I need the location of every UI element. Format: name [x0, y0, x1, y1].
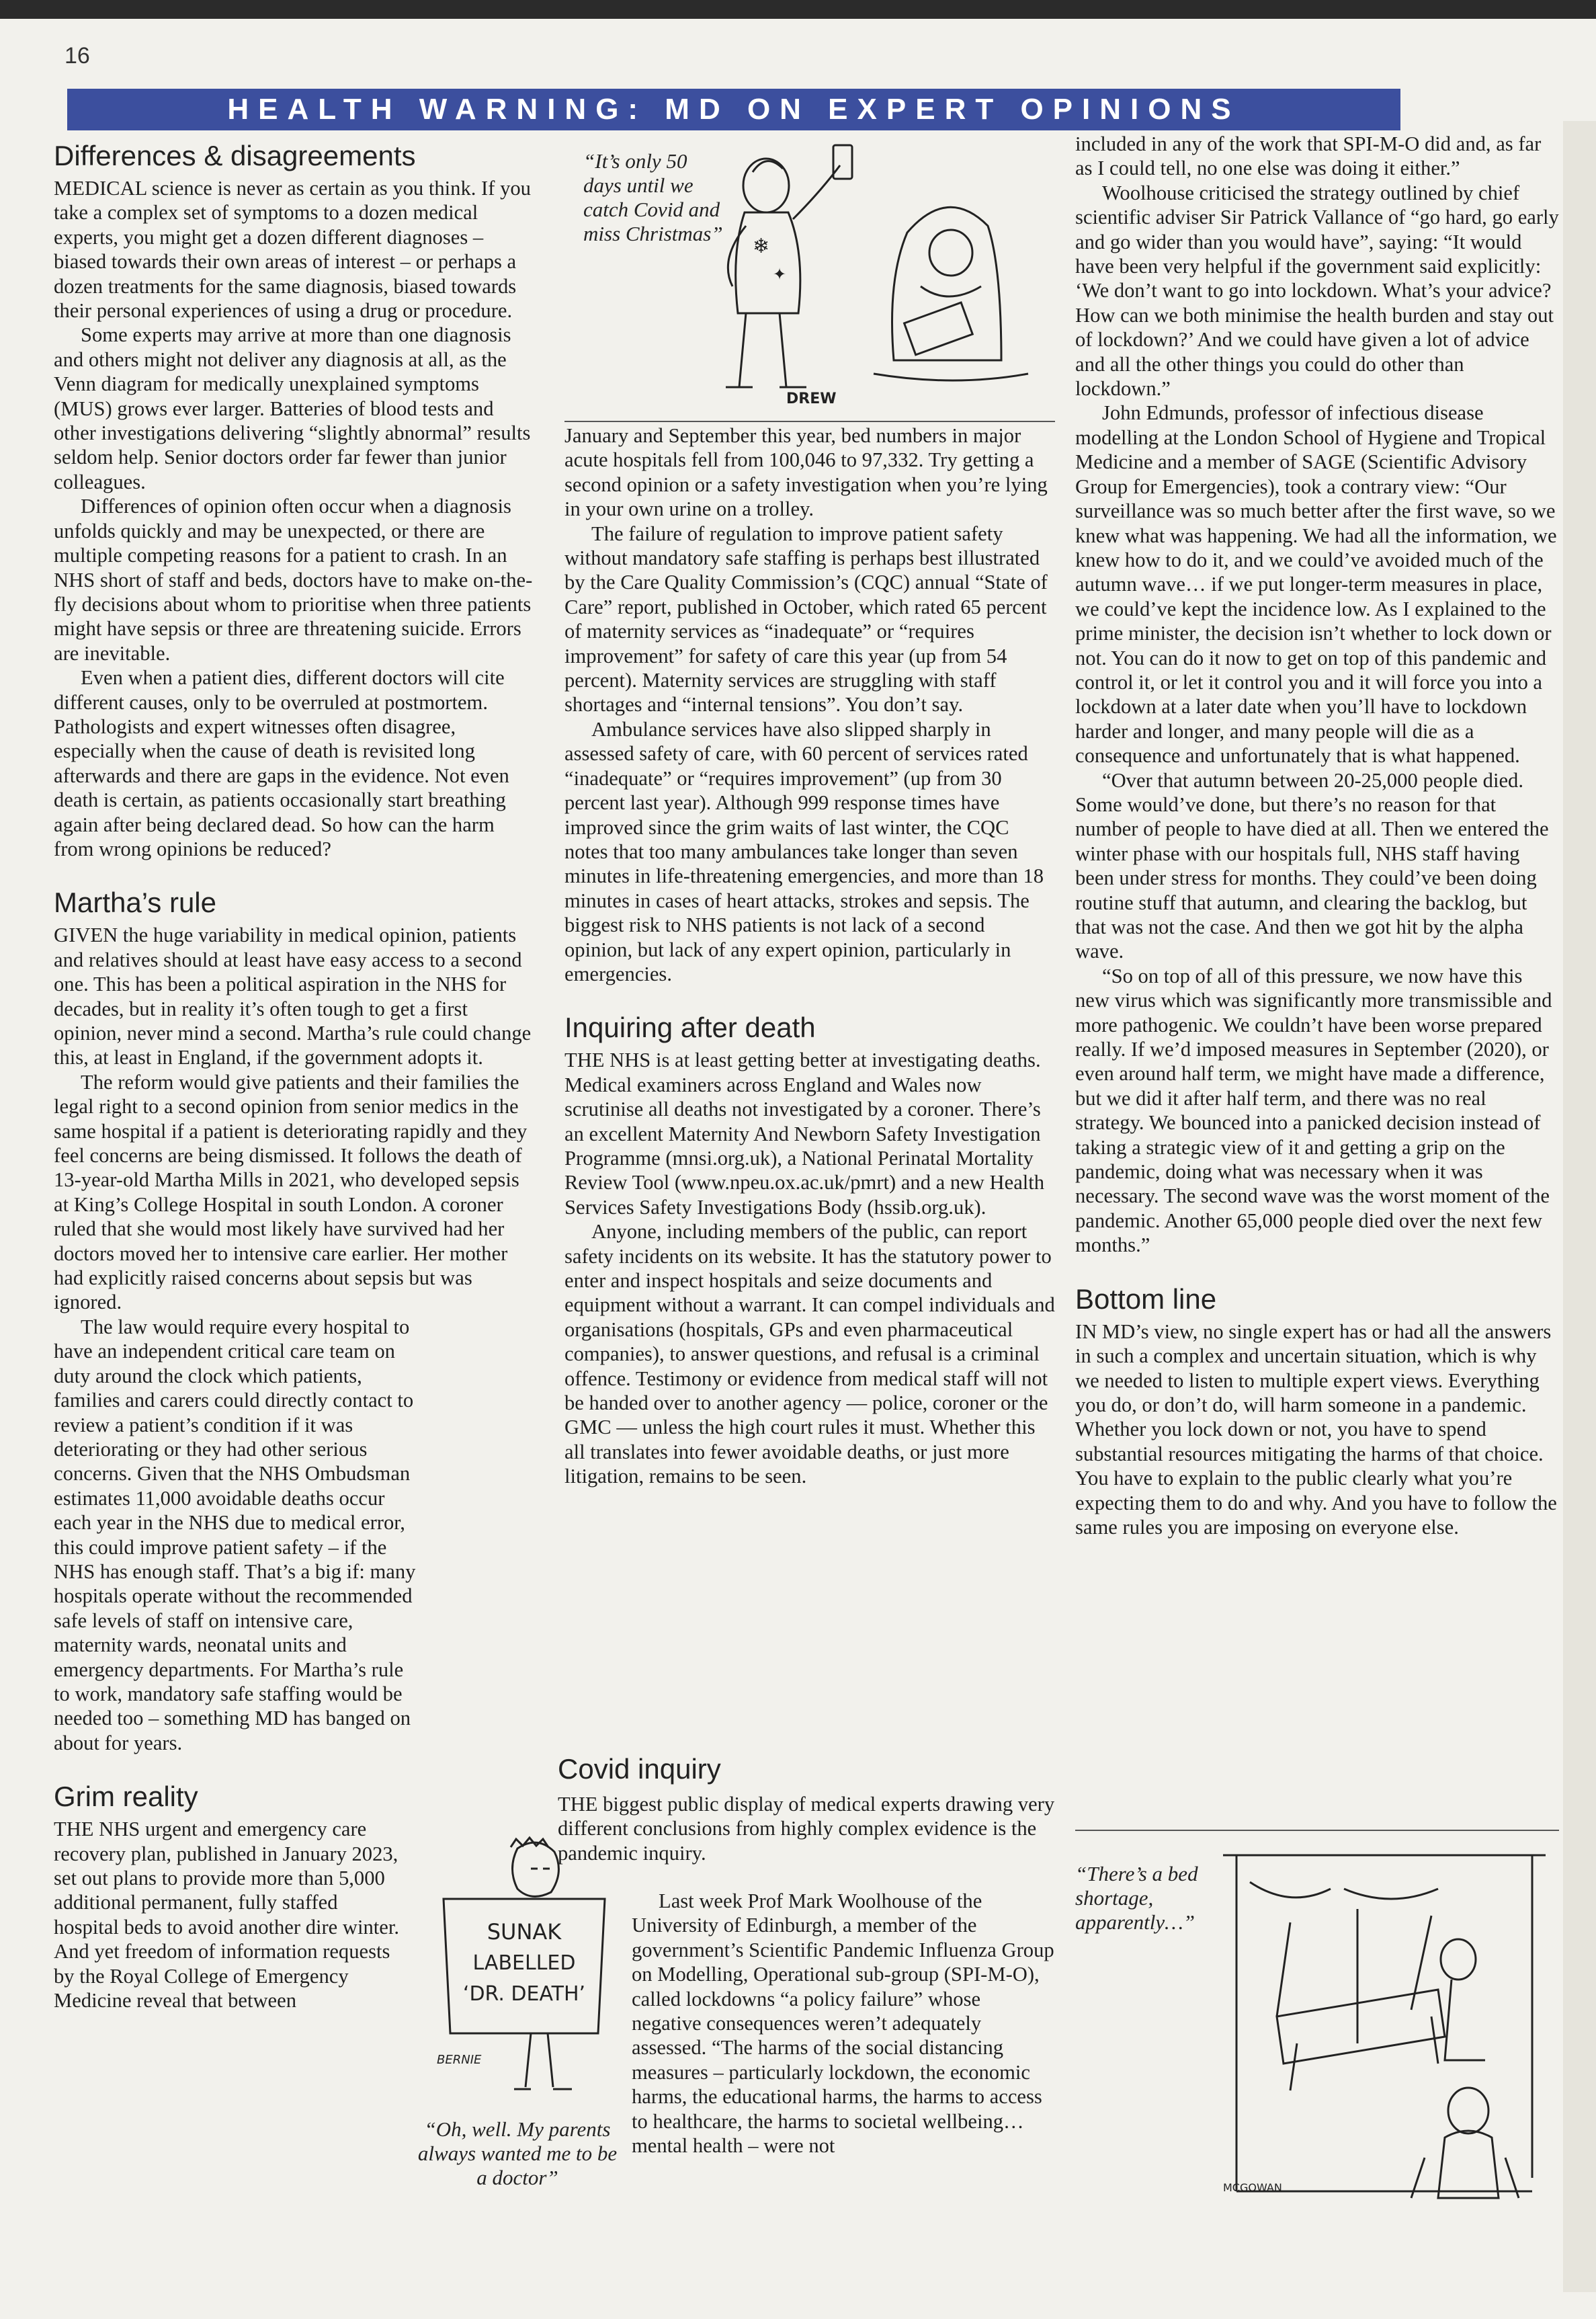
paragraph: “Over that autumn between 20-25,000 people died. Some would’ve done, but there’s no reason for that number of people to have died at all. Then we entered the winter phase with our hospitals full, NHS staff having been under stress for months. They could’ve been doing routine stuff that autumn, and clearing the backlog, but that was not the case. And then we got hit by the alpha wave.	[1075, 768, 1549, 963]
paragraph: Woolhouse criticised the strategy outlined by chief scientific adviser Sir Patrick Vallance of “go hard, go early and go wider than you would have”, saying: “It would have been very helpful if the government said explicitly: ‘We don’t want to go into lockdown. What’s your advice? How can we both minimise the health burden and stay out of lockdown?’ And we could have given a lot of advice and all the other things you could do other than lockdown.”	[1075, 181, 1559, 401]
paragraph: IN MD’s view, no single expert has or had all the answers in such a complex and uncertain situation, which is why we needed to listen to multiple expert views. Everything you do, or don’t do, will harm someone in a pandemic. Whether you lock down or not, you have to spend substantial resources mitigating the harms of that choice. You have to explain to the public clearly what you’re expecting them to do and why. And you have to follow the same rules you are imposing on everyone else.	[1075, 1319, 1557, 1539]
paragraph: included in any of the work that SPI-M-O did and, as far as I could tell, no one else was doing it either.”	[1075, 132, 1542, 180]
paragraph: GIVEN the huge variability in medical opinion, patients and relatives should at least have easy access to a second one. This has been a political aspiration in the NHS for decades, but in reality it’s often tough to get a first opinion, never mind a second. Martha’s rule could change this, at least in England, if the government adopts it.	[54, 924, 532, 1069]
section-banner	[67, 89, 1400, 130]
cartoon-divider	[564, 421, 1055, 422]
heading-marthas-rule: Martha’s rule	[54, 887, 216, 919]
paragraph: Anyone, including members of the public, can report safety incidents on its website. It has the statutory power to enter and inspect hospitals and seize documents and equipment without a warrant. It can compel individuals and organisations (hospitals, GPs and even pharmaceutical companies), to answer questions, and refusal is a criminal offence. Testimony or evidence from medical staff will not be handed over to another agency — police, coroner or the GMC — unless the high court rules it must. Whether this all translates into fewer avoidable deaths, or just more litigation, remains to be seen.	[564, 1220, 1055, 1488]
paragraph: Some experts may arrive at more than one diagnosis and others might not deliver any diagnosis at all, as the Venn diagram for medically unexplained symptoms (MUS) grows ever larger. Batteries of blood tests and other investigations delivering “slightly abnormal” results seldom help. Senior doctors order far fewer than junior colleagues.	[54, 323, 531, 493]
paragraph: Differences of opinion often occur when a diagnosis unfolds quickly and may be unexpected, or there are multiple competing reasons for a patient to crash. In an NHS short of staff and beds, doctors have to make on-the-fly decisions about whom to prioritise when three patients might have sepsis or three are threatening suicide. Errors are inevitable.	[54, 495, 533, 665]
column-3	[1075, 132, 1559, 1832]
cartoon-caption-bernie: “Oh, well. My parents always wanted me to be a doctor”	[417, 2117, 618, 2189]
cartoon-mcgowan	[1210, 1842, 1559, 2218]
paragraph: THE NHS urgent and emergency care recovery plan, published in January 2023, set out plans to provide more than 5,000 additional permanent, fully staffed hospital beds to avoid another dire winter. And yet freedom of information requests by the Royal College of Emergency Medicine reveal that between	[54, 1818, 400, 2012]
paragraph	[558, 1792, 1055, 1865]
paragraph: John Edmunds, professor of infectious disease modelling at the London School of Hygiene and Tropical Medicine and a member of SAGE (Scientific Advisory Group for Emergencies), took a contrary view: “Our surveillance was so much better after the first wave, so we knew what was happening. We had all the information, we knew how to do it, and we could’ve avoided much of the autumn wave… if we put longer-term measures in place, we could’ve kept the incidence low. As I explained to the prime minister, the decision isn’t whether to lock down or not. You can do it now to get on top of this pandemic and control it, or let it control you and it will force you into a lockdown at a later date when you’ll have to lockdown harder and longer, and many people will die as a consequence and unfortunately that is what happened.	[1075, 401, 1557, 768]
paragraph: Ambulance services have also slipped sharply in assessed safety of care, with 60 percent of services rated “inadequate” or “requires improvement” (up from 30 percent last year). Although 999 response times have improved since the grim waits of last winter, the CQC notes that too many ambulances take longer than seven minutes in life-threatening emergencies, and more than 18 minutes in cases of heart attacks, strokes and sepsis. The biggest risk to NHS patients is not lack of a second opinion, but lack of any expert opinion, particularly in emergencies.	[564, 717, 1044, 985]
page-number: 16	[65, 43, 90, 69]
cartoonist-signature-mcgowan: MCGOWAN	[1223, 2181, 1282, 2194]
paragraph: “So on top of all of this pressure, we now have this new virus which was significantly more transmissible and more pathogenic. We couldn’t have been worse prepared really. If we’d imposed measures in September (2020), or even around half term, we might have made a difference, but we did it after half term, and there was no real strategy. We bounced into a panicked decision instead of taking a strategic view of it and getting a grip on the pandemic, doing what was necessary when it was necessary. The second wave was the worst moment of the pandemic. Another 65,000 people died over the next few months.”	[1075, 964, 1552, 1257]
paragraph: January and September this year, bed numbers in major acute hospitals fell from 100,046 to 97,332. Try getting a second opinion or a safety investigation when you’re lying in your own urine on a trolley.	[564, 424, 1048, 521]
cartoon-bernie	[430, 1835, 625, 2117]
paragraph: The failure of regulation to improve patient safety without mandatory safe staffing is perhaps best illustrated by the Care Quality Commission’s (CQC) annual “State of Care” report, published in October, which rated 65 percent of maternity services as “inadequate” or “requires improvement” for safety of care this year (up from 54 percent). Maternity services are struggling with staff shortages and “internal tensions”. You don’t say.	[564, 522, 1048, 717]
placard-line-2: LABELLED	[472, 1951, 576, 1975]
cartoonist-signature-drew: DREW	[786, 391, 837, 407]
svg-text:✦: ✦	[773, 266, 787, 284]
cartoonist-signature-bernie: BERNIE	[437, 2053, 482, 2067]
heading-covid-inquiry: Covid inquiry	[558, 1753, 721, 1785]
heading-differences: Differences & disagreements	[54, 140, 416, 171]
cartoon-divider	[1075, 1830, 1559, 1831]
paragraph: Last week Prof Mark Woolhouse of the University of Edinburgh, a member of the government’s Scientific Pandemic Influenza Group on Modelling, Operational sub-group (SPI-M-O), called lockdowns “a policy failure” whose negative consequences weren’t adequately assessed. “The harms of the social distancing measures – particularly lockdown, the economic harms, the educational harms, the harms to access to healthcare, the harms to societal wellbeing… mental health – were not	[632, 1889, 1054, 2158]
banner-title: HEALTH WARNING: MD ON EXPERT OPINIONS	[227, 93, 1241, 126]
paragraph: MEDICAL science is never as certain as you think. If you take a complex set of symptoms to a dozen medical experts, you might get a dozen different diagnoses – biased towards their own areas of interest – or perhaps a dozen treatments for the same diagnosis, biased towards their personal experiences of using a drug or procedure.	[54, 177, 531, 323]
heading-grim-reality: Grim reality	[54, 1781, 198, 1813]
cartoon-drew	[706, 132, 1055, 414]
covid-intro: THE biggest public display of medical experts drawing very different conclusions from highly complex evidence is the pandemic inquiry.	[558, 1793, 1055, 1865]
paragraph: Even when a patient dies, different doctors will cite different causes, only to be overruled at postmortem. Pathologists and expert witnesses often disagree, especially when the cause of death is revisited long afterwards and there are gaps in the evidence. Not even death is certain, as patients occasionally start breathing again after being declared dead. So how can the harm from wrong opinions be reduced?	[54, 666, 509, 860]
adjacent-page-edge	[1563, 121, 1596, 2292]
paragraph: The law would require every hospital to have an independent critical care team on duty around the clock which patients, families and carers could directly contact to review a patient’s condition if it was deteriorating or they had other serious concerns. Given that the NHS Ombudsman estimates 11,000 avoidable deaths occur each year in the NHS due to medical error, this could improve patient safety – if the NHS has enough staff. That’s a big if: many hospitals operate without the recommended safe levels of staff on intensive care, maternity wards, neonatal units and emergency departments. For Martha’s rule to work, mandatory safe staffing would be needed too – something MD has banged on about for years.	[54, 1315, 416, 1754]
column-2-continued	[632, 1889, 1055, 2319]
heading-inquiring-after-death: Inquiring after death	[564, 1012, 816, 1044]
cartoon-caption-drew: “It’s only 50 days until we catch Covid and miss Christmas”	[583, 149, 723, 245]
paragraph: THE NHS is at least getting better at investigating deaths. Medical examiners across England and Wales now scrutinise all deaths not investigated by a coroner. There’s an excellent Maternity And Newborn Safety Investigation Programme (mnsi.org.uk), a National Perinatal Mortality Review Tool (www.npeu.ox.ac.uk/pmrt) and a new Health Services Safety Investigations Body (hssib.org.uk).	[564, 1049, 1045, 1219]
heading-bottom-line: Bottom line	[1075, 1283, 1217, 1315]
placard-line-1: SUNAK	[487, 1919, 562, 1945]
top-edge-bar	[0, 0, 1596, 19]
svg-text:❄: ❄	[753, 235, 770, 257]
cartoon-caption-mcgowan: “There’s a bed shortage, apparently…”	[1075, 1862, 1198, 1934]
paragraph: The reform would give patients and their families the legal right to a second opinion from senior medics in the same hospital if a patient is deteriorating rapidly and they feel concerns are being dismissed. It follows the death of 13-year-old Martha Mills in 2021, who developed sepsis at King’s College Hospital in south London. A coroner ruled that she would most likely have survived had her doctors moved her to intensive care earlier. Her mother had explicitly raised concerns about sepsis but was ignored.	[54, 1070, 528, 1314]
placard-line-3: ‘DR. DEATH’	[462, 1982, 586, 2006]
column-2	[564, 423, 1055, 1734]
